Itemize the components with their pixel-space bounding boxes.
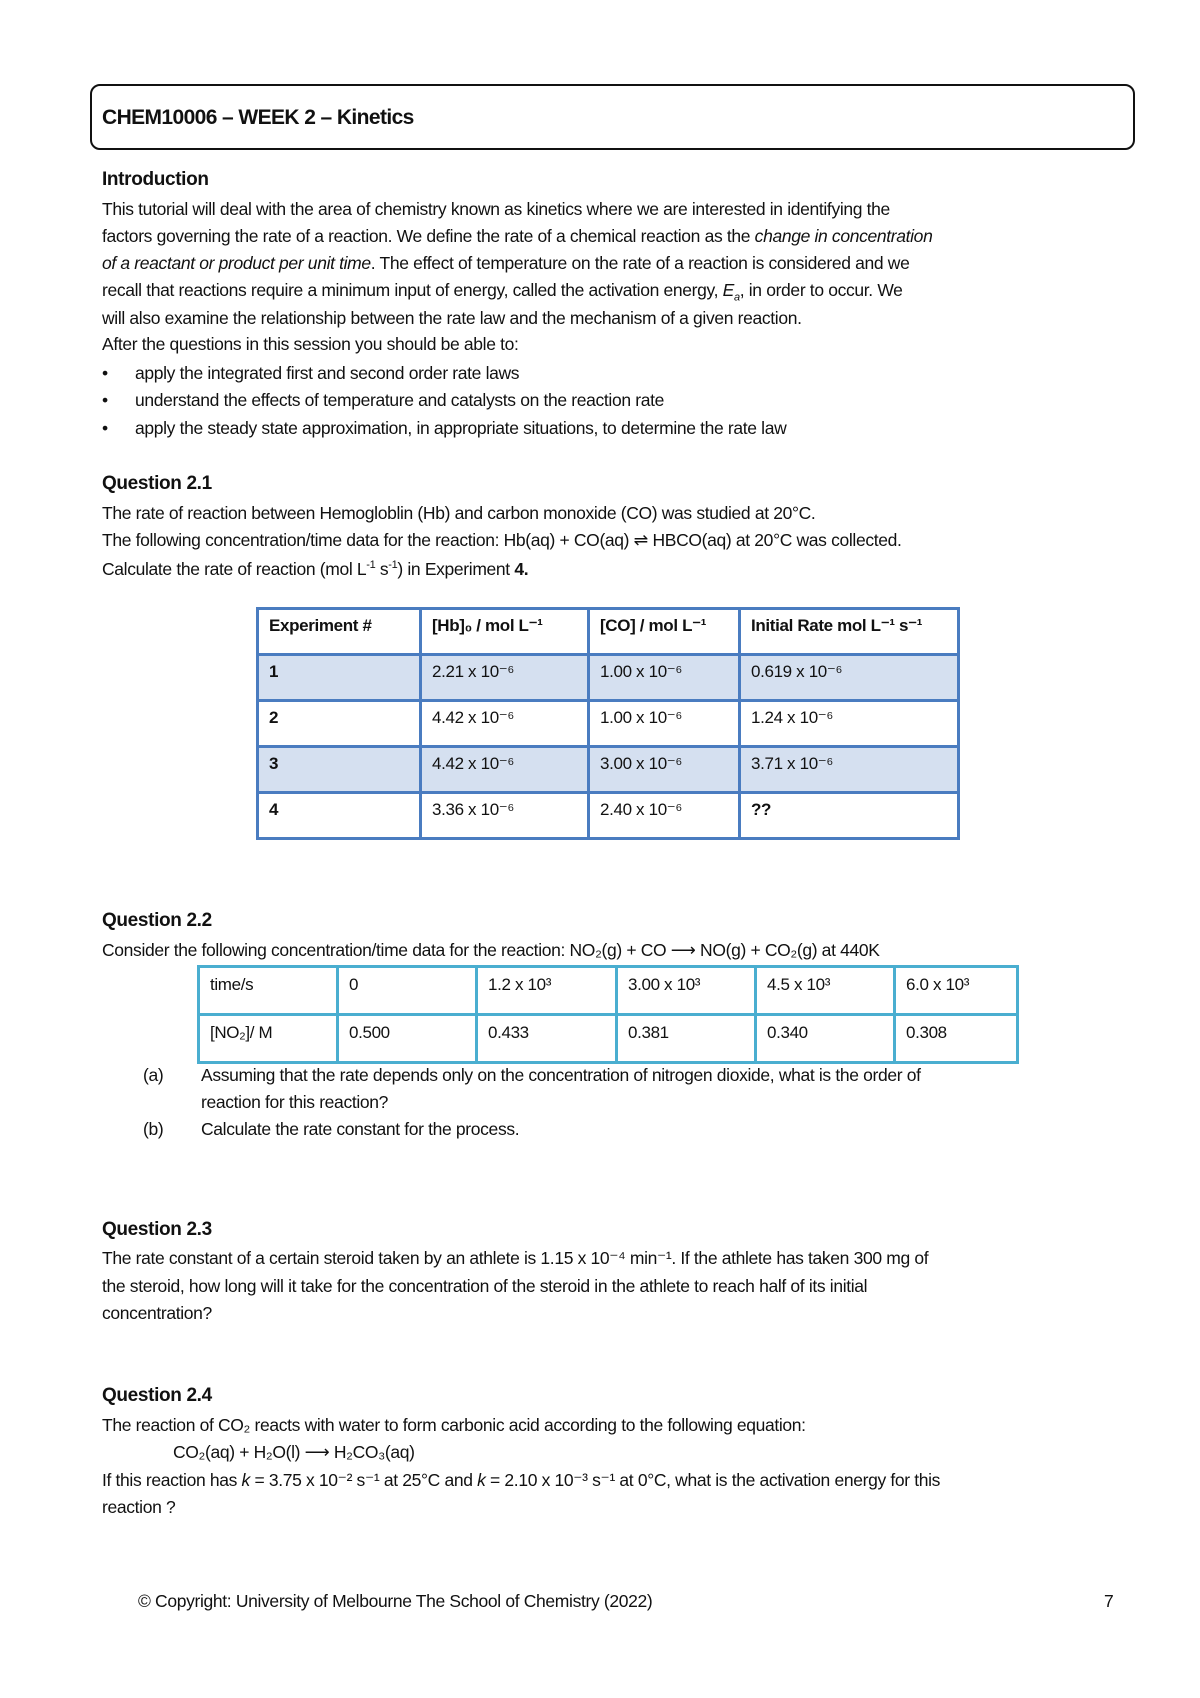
cell: time/s xyxy=(199,967,338,1015)
cell: 1.24 x 10⁻⁶ xyxy=(740,701,959,747)
text: factors governing the rate of a reaction. We define the rate of a chemical reaction as the xyxy=(102,226,755,246)
page-number: 7 xyxy=(1104,1591,1114,1611)
text: s xyxy=(375,559,389,579)
text: apply the steady state approximation, in appropriate situations, to determine the rate law xyxy=(135,418,787,438)
intro-text xyxy=(102,225,932,247)
cell: 4.42 x 10⁻⁶ xyxy=(421,701,589,747)
intro-text: After the questions in this session you should be able to: xyxy=(102,334,519,354)
text: E xyxy=(722,280,734,300)
cell: [NO₂]/ M xyxy=(199,1015,338,1063)
text: reaction for this reaction? xyxy=(201,1092,389,1112)
cell: 0.433 xyxy=(477,1015,617,1063)
text: of a reactant or product per unit time xyxy=(102,253,371,273)
cell: 1 xyxy=(258,655,421,701)
intro-heading: Introduction xyxy=(102,169,209,190)
cell: 0.500 xyxy=(338,1015,477,1063)
rate-data-table xyxy=(256,607,960,840)
table-row xyxy=(258,793,959,839)
cell: 0.381 xyxy=(617,1015,756,1063)
cell: 3.00 x 10⁻⁶ xyxy=(589,747,740,793)
text: Calculate the rate constant for the process. xyxy=(201,1119,520,1139)
cell: 1.00 x 10⁻⁶ xyxy=(589,701,740,747)
text: ) in Experiment xyxy=(397,559,515,579)
cell: 3 xyxy=(258,747,421,793)
text: , in order to occur. We xyxy=(739,280,903,300)
table-row xyxy=(199,1015,1018,1063)
cell: 0.308 xyxy=(895,1015,1018,1063)
label: (b) xyxy=(143,1119,164,1139)
footer-copyright: © Copyright: University of Melbourne The School of Chemistry (2022) xyxy=(138,1591,653,1611)
header-cell: [CO] / mol L⁻¹ xyxy=(589,609,740,655)
text: -1 xyxy=(388,559,398,572)
table-row xyxy=(258,747,959,793)
table-header-row xyxy=(258,609,959,655)
label: (a) xyxy=(143,1065,164,1085)
text: Calculate the rate of reaction (mol L xyxy=(102,559,367,579)
question-text xyxy=(102,558,528,580)
bullet-icon: • xyxy=(102,390,108,410)
question-text: The rate of reaction between Hemogloblin (Hb) and carbon monoxide (CO) was studied at 20°C. xyxy=(102,503,816,523)
question-heading: Question 2.2 xyxy=(102,910,212,931)
bullet-icon: • xyxy=(102,418,108,438)
text: . The effect of temperature on the rate of a reaction is considered and we xyxy=(370,253,910,273)
cell: 0.340 xyxy=(756,1015,895,1063)
question-text: the steroid, how long will it take for the concentration of the steroid in the athlete to reach half of its initial xyxy=(102,1276,868,1296)
cell: 2.21 x 10⁻⁶ xyxy=(421,655,589,701)
question-text: reaction ? xyxy=(102,1497,176,1517)
bullet-icon: • xyxy=(102,363,108,383)
cell: 0 xyxy=(338,967,477,1015)
text: Assuming that the rate depends only on the concentration of nitrogen dioxide, what is the order of xyxy=(201,1065,921,1085)
text: = 3.75 x 10⁻² s⁻¹ at 25°C and xyxy=(249,1470,478,1490)
cell: 3.71 x 10⁻⁶ xyxy=(740,747,959,793)
question-text xyxy=(102,1469,940,1491)
cell: 2 xyxy=(258,701,421,747)
cell: 1.00 x 10⁻⁶ xyxy=(589,655,740,701)
text: If this reaction has xyxy=(102,1470,242,1490)
intro-text: will also examine the relationship between the rate law and the mechanism of a given reaction. xyxy=(102,308,802,328)
question-text: The rate constant of a certain steroid taken by an athlete is 1.15 x 10⁻⁴ min⁻¹. If the athlete has taken 300 mg of xyxy=(102,1248,929,1268)
text: a xyxy=(733,291,740,304)
intro-text xyxy=(102,279,903,304)
question-text: The reaction of CO₂ reacts with water to form carbonic acid according to the following equation: xyxy=(102,1415,806,1435)
question-heading: Question 2.1 xyxy=(102,473,212,494)
question-text: concentration? xyxy=(102,1303,212,1323)
question-text: Consider the following concentration/time data for the reaction: NO₂(g) + CO ⟶ NO(g) + CO₂(g) at 440K xyxy=(102,940,880,960)
text: change in concentration xyxy=(754,226,933,246)
cell: 1.2 x 10³ xyxy=(477,967,617,1015)
table-row xyxy=(199,967,1018,1015)
text: -1 xyxy=(366,559,376,572)
table-row xyxy=(258,655,959,701)
text: recall that reactions require a minimum input of energy, called the activation energy, xyxy=(102,280,723,300)
text: = 2.10 x 10⁻³ s⁻¹ at 0°C, what is the activation energy for this xyxy=(485,1470,941,1490)
text: k xyxy=(241,1470,250,1490)
intro-text: This tutorial will deal with the area of chemistry known as kinetics where we are interested in identifying the xyxy=(102,199,890,219)
question-text: The following concentration/time data for the reaction: Hb(aq) + CO(aq) ⇌ HBCO(aq) at 20°C was collected. xyxy=(102,530,902,550)
concentration-time-table xyxy=(197,965,1019,1064)
question-heading: Question 2.3 xyxy=(102,1219,212,1240)
text: 4. xyxy=(514,559,529,579)
table-row xyxy=(258,701,959,747)
cell: 0.619 x 10⁻⁶ xyxy=(740,655,959,701)
cell: 3.00 x 10³ xyxy=(617,967,756,1015)
header-cell: Experiment # xyxy=(258,609,421,655)
bullet-item xyxy=(102,362,519,384)
question-heading: Question 2.4 xyxy=(102,1385,212,1406)
equation: CO₂(aq) + H₂O(l) ⟶ H₂CO₃(aq) xyxy=(173,1442,415,1462)
intro-text xyxy=(102,252,909,274)
bullet-item xyxy=(102,389,664,411)
cell: 2.40 x 10⁻⁶ xyxy=(589,793,740,839)
cell: 4.5 x 10³ xyxy=(756,967,895,1015)
text: apply the integrated first and second order rate laws xyxy=(135,363,520,383)
header-cell: Initial Rate mol L⁻¹ s⁻¹ xyxy=(740,609,959,655)
page-title: CHEM10006 – WEEK 2 – Kinetics xyxy=(102,106,414,129)
header-cell: [Hb]₀ / mol L⁻¹ xyxy=(421,609,589,655)
text: k xyxy=(477,1470,486,1490)
cell: ?? xyxy=(740,793,959,839)
cell: 4.42 x 10⁻⁶ xyxy=(421,747,589,793)
cell: 3.36 x 10⁻⁶ xyxy=(421,793,589,839)
bullet-item xyxy=(102,417,786,439)
cell: 4 xyxy=(258,793,421,839)
title-box xyxy=(90,84,1135,150)
text: understand the effects of temperature and catalysts on the reaction rate xyxy=(135,390,664,410)
cell: 6.0 x 10³ xyxy=(895,967,1018,1015)
